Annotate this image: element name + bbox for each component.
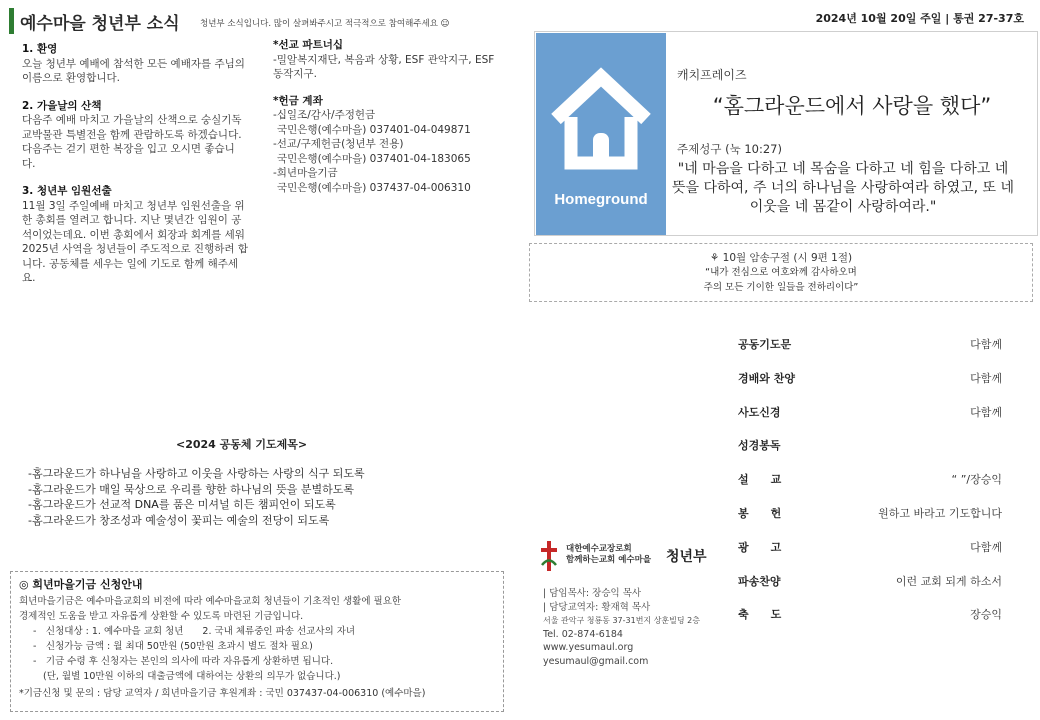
- fund-notice: [10, 571, 504, 712]
- order-row: [738, 505, 1002, 539]
- theme-verse-label: 주제성구 (눅 10:27): [677, 142, 782, 156]
- notice-body: [19, 594, 495, 684]
- order-item: 봉 헌: [738, 506, 782, 520]
- order-item: 공동기도문: [738, 338, 792, 351]
- youth-minister: | 담당교역자: 황재혁 목사: [543, 601, 651, 613]
- recitation-title: ⚘ 10월 암송구절 (시 9편 1절): [709, 252, 853, 264]
- order-detail: “ ”/장승익: [951, 473, 1002, 487]
- catchphrase-label: 캐치프레이즈: [677, 68, 747, 82]
- order-item: 파송찬양: [738, 574, 781, 588]
- order-detail: 다함께: [970, 371, 1002, 385]
- church-phone: Tel. 02-874-6184: [543, 628, 623, 640]
- church-address: 서울 관악구 청룡동 37-31번지 상훈빌딩 2층: [543, 616, 700, 625]
- accounts-title: *헌금 계좌: [273, 94, 323, 107]
- senior-pastor: | 담임목사: 장승익 목사: [543, 588, 642, 599]
- recitation-line: 주의 모든 기이한 일들을 전하리이다”: [703, 282, 859, 293]
- account-label: -희년마을기금: [273, 167, 338, 179]
- church-cross-icon: [540, 541, 558, 571]
- prayer-item: -홈그라운드가 창조성과 예술성이 꽃피는 예술의 전당이 되도록: [28, 513, 330, 527]
- order-detail: 다함께: [970, 540, 1002, 554]
- order-row: [738, 606, 1002, 640]
- order-row: [738, 539, 1002, 573]
- account-number: 국민은행(예수마을) 037401-04-049871: [277, 123, 471, 136]
- order-detail: 다함께: [970, 405, 1002, 419]
- offering-accounts: [273, 94, 503, 196]
- prayer-item: -홈그라운드가 하나님을 사랑하고 이웃을 사랑하는 사랑의 식구 되도록: [28, 467, 365, 480]
- order-item: 경배와 찬양: [738, 371, 795, 385]
- account-label: -십일조/감사/주정헌금: [273, 109, 376, 121]
- news-body: 11월 3일 주일예배 마치고 청년부 임원선출을 위한 총회를 열려고 합니다. 지난 몇년간 임원이 공석이었는데요. 이번 총회에서 회장과 회계를 세워 2025년 사역을 청년들이 주도적으로 진행하려 합니다. 공동체를 세우는 일에 기도로 함께 해주세요.: [22, 199, 248, 284]
- church-email[interactable]: yesumaul@gmail.com: [543, 655, 649, 667]
- account-number: 국민은행(예수마을) 037437-04-006310: [277, 181, 471, 194]
- partners-body: -밀알복지재단, 복음과 상황, ESF 관악지구, ESF 동작지구.: [273, 53, 495, 80]
- department-name: 청년부: [666, 549, 707, 565]
- prayer-list: [28, 466, 365, 528]
- notice-intro: 경제적인 도움을 받고 자유롭게 상환할 수 있도록 마련된 기금입니다.: [19, 611, 304, 622]
- notice-title: ◎ 희년마을기금 신청안내: [19, 578, 143, 591]
- notice-intro: 희년마을기금은 예수마을교회의 비전에 따라 예수마을교회 청년들이 기초적인 생활에 필요한: [19, 596, 402, 607]
- order-row: [738, 573, 1002, 607]
- order-row: [738, 437, 1002, 471]
- notice-footer: *기금신청 및 문의 : 담당 교역자 / 희년마을기금 후원계좌 : 국민 037437-04-006310 (예수마을): [19, 688, 426, 699]
- recitation-line: “내가 전심으로 여호와께 감사하오며: [705, 267, 857, 278]
- recitation-box: [529, 243, 1033, 302]
- news-title: 2. 가을날의 산책: [22, 99, 102, 112]
- news-item: [22, 184, 248, 286]
- order-item: 성경봉독: [738, 439, 781, 453]
- account-number: 국민은행(예수마을) 037401-04-183065: [277, 152, 471, 165]
- prayer-item: -홈그라운드가 선교적 DNA를 품은 미셔널 히든 챔피언이 되도록: [28, 498, 336, 511]
- mission-partners: [273, 38, 503, 82]
- order-row: [738, 336, 1002, 370]
- header-accent-bar: [9, 8, 14, 34]
- news-title: 3. 청년부 임원선출: [22, 185, 112, 197]
- news-title: 1. 환영: [22, 43, 58, 55]
- order-detail: 이런 교회 되게 하소서: [895, 574, 1002, 588]
- prayer-item: -홈그라운드가 매일 묵상으로 우리를 향한 하나님의 뜻을 분별하도록: [28, 482, 354, 496]
- theme-verse: "네 마음을 다하고 네 목숨을 다하고 네 힘을 다하고 네 뜻을 다하여, 주 너의 하나님을 사랑하여라 하였고, 또 네 이웃을 네 몸같이 사랑하여라.": [671, 161, 1015, 215]
- logo-wordmark: Homeground: [554, 191, 648, 208]
- notice-item-note: (단, 월별 10만원 이하의 대출금액에 대하여는 상환의 의무가 없습니다.): [43, 671, 341, 682]
- info-column: [273, 38, 503, 207]
- order-row: [738, 370, 1002, 404]
- notice-item: - 신청대상 : 1. 예수마을 교회 청년 2. 국내 체류중인 파송 선교사의 자녀: [33, 626, 356, 637]
- notice-item: - 신청가능 금액 : 월 최대 50만원 (50만원 초과시 별도 절차 필요): [33, 641, 313, 652]
- page-title: 예수마을 청년부 소식: [20, 14, 180, 34]
- order-detail: 장승익: [970, 608, 1002, 622]
- order-row: [738, 471, 1002, 505]
- catchphrase-title: “홈그라운드에서 사랑을 했다”: [712, 94, 992, 118]
- news-column: [22, 42, 248, 299]
- church-denomination: 대한예수교장로회: [566, 544, 632, 554]
- news-item: [22, 42, 248, 86]
- order-item: 설 교: [738, 473, 782, 487]
- issue-date: 2024년 10월 20일 주일 | 통권 27-37호: [815, 12, 1024, 25]
- prayer-title: <2024 공동체 기도제목>: [176, 438, 308, 451]
- order-item: 축 도: [738, 608, 782, 622]
- news-body: 다음주 예배 마치고 가을날의 산책으로 숭실기독교박물관 특별전을 함께 관람하도록 하겠습니다. 다음주는 걷기 편한 복장을 입고 오시면 좋습니다.: [22, 114, 242, 170]
- church-contact: [543, 587, 700, 668]
- worship-order: [738, 336, 1002, 640]
- church-name: [566, 544, 651, 566]
- homeground-logo: [536, 33, 666, 235]
- account-label: -선교/구제헌금(청년부 전용): [273, 138, 404, 150]
- news-body: 오늘 청년부 예배에 참석한 모든 예배자를 주님의 이름으로 환영합니다.: [22, 57, 245, 84]
- order-item: 사도신경: [738, 405, 781, 419]
- news-item: [22, 99, 248, 172]
- order-detail: 다함께: [970, 338, 1002, 351]
- order-row: [738, 404, 1002, 438]
- partners-title: *선교 파트너십: [273, 39, 344, 51]
- notice-item: - 기금 수령 후 신청자는 본인의 의사에 따라 자유롭게 상환하면 됩니다.: [33, 656, 334, 667]
- church-website[interactable]: www.yesumaul.org: [543, 642, 634, 653]
- catchphrase-panel: [534, 31, 1038, 236]
- page-subtitle: 청년부 소식입니다. 많이 살펴봐주시고 적극적으로 참여해주세요 ☺: [200, 19, 450, 29]
- order-item: 광 고: [738, 540, 782, 554]
- church-title: 함께하는교회 예수마을: [566, 555, 652, 565]
- order-detail: 원하고 바라고 기도합니다: [878, 506, 1002, 520]
